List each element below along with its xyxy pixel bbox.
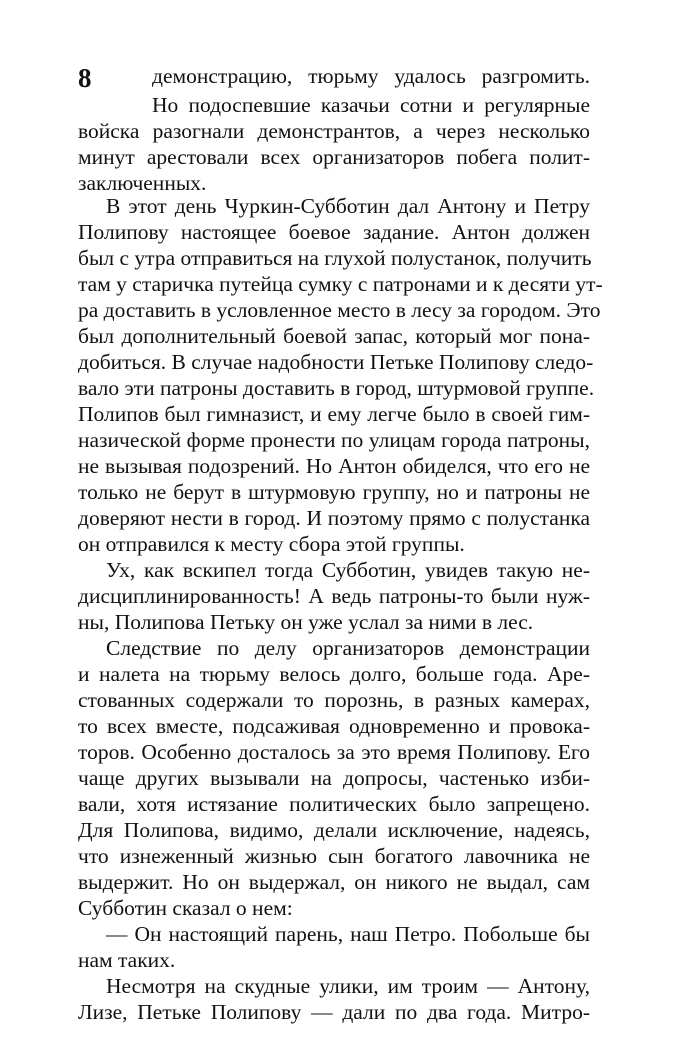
text-line: то всех вместе, подсаживая одновременно и провока-	[78, 714, 590, 738]
text-line: Субботин сказал о нем:	[78, 896, 293, 920]
text-line: Полипову настоящее боевое задание. Антон должен	[78, 220, 590, 244]
text-line: нам таких.	[78, 948, 176, 972]
text-line: Для Полипова, видимо, делали исключение, надеясь,	[78, 818, 590, 842]
text-line: В этот день Чуркин-Субботин дал Антону и Петру	[106, 194, 590, 218]
text-line: он отправился к месту сбора этой группы.	[78, 532, 465, 556]
text-line: дисциплинированность! А ведь патроны-то были нуж-	[78, 584, 590, 608]
text-line: войска разогнали демонстрантов, а через несколько	[78, 119, 590, 143]
text-line: добиться. В случае надобности Петьке Полипову следо-	[78, 350, 594, 374]
text-line: и налета на тюрьму велось долго, больше года. Аре-	[78, 662, 590, 686]
text-line: Следствие по делу организаторов демонстрации	[106, 636, 590, 660]
text-line: там у старичка путейца сумку с патронами и к десяти ут-	[78, 272, 603, 296]
text-line: торов. Особенно досталось за это время Полипову. Его	[78, 740, 590, 764]
page-number: 8	[78, 63, 92, 93]
text-line: вало эти патроны доставить в город, штурмовой группе.	[78, 376, 595, 400]
text-line: не вызывая подозрений. Но Антон обиделся, что его не	[78, 454, 590, 478]
text-line: выдержит. Но он выдержал, он никого не выдал, сам	[78, 870, 590, 894]
text-line: демонстрацию, тюрьму удалось разгромить.	[152, 64, 590, 88]
text-line: ра доставить в условленное место в лесу за городом. Это	[78, 298, 601, 322]
text-line: Но подоспевшие казачьи сотни и регулярные	[152, 93, 590, 117]
text-line: заключенных.	[78, 171, 207, 195]
text-line: вали, хотя истязание политических было запрещено.	[78, 792, 590, 816]
text-line: стованных содержали то порознь, в разных камерах,	[78, 688, 590, 712]
text-line: ны, Полипова Петьку он уже услал за ними в лес.	[78, 610, 534, 634]
text-line: чаще других вызывали на допросы, частенько изби-	[78, 766, 590, 790]
text-line: был дополнительный боевой запас, который мог пона-	[78, 324, 590, 348]
text-line: Несмотря на скудные улики, им троим — Антону,	[106, 974, 590, 998]
text-line: Ух, как вскипел тогда Субботин, увидев такую не-	[106, 558, 590, 582]
text-line: что изнеженный жизнью сын богатого лавочника не	[78, 844, 590, 868]
text-line: — Он настоящий парень, наш Петро. Побольше бы	[106, 922, 590, 946]
text-line: Лизе, Петьке Полипову — дали по два года. Митро-	[78, 1000, 590, 1024]
text-line: минут арестовали всех организаторов побега полит-	[78, 145, 590, 169]
text-line: доверяют нести в город. И поэтому прямо с полустанка	[78, 506, 590, 530]
text-line: Полипов был гимназист, и ему легче было в своей гим-	[78, 402, 590, 426]
text-line: только не берут в штурмовую группу, но и патроны не	[78, 480, 590, 504]
text-line: был с утра отправиться на глухой полустанок, получить	[78, 246, 592, 270]
text-line: назической форме пронести по улицам города патроны,	[78, 428, 590, 452]
